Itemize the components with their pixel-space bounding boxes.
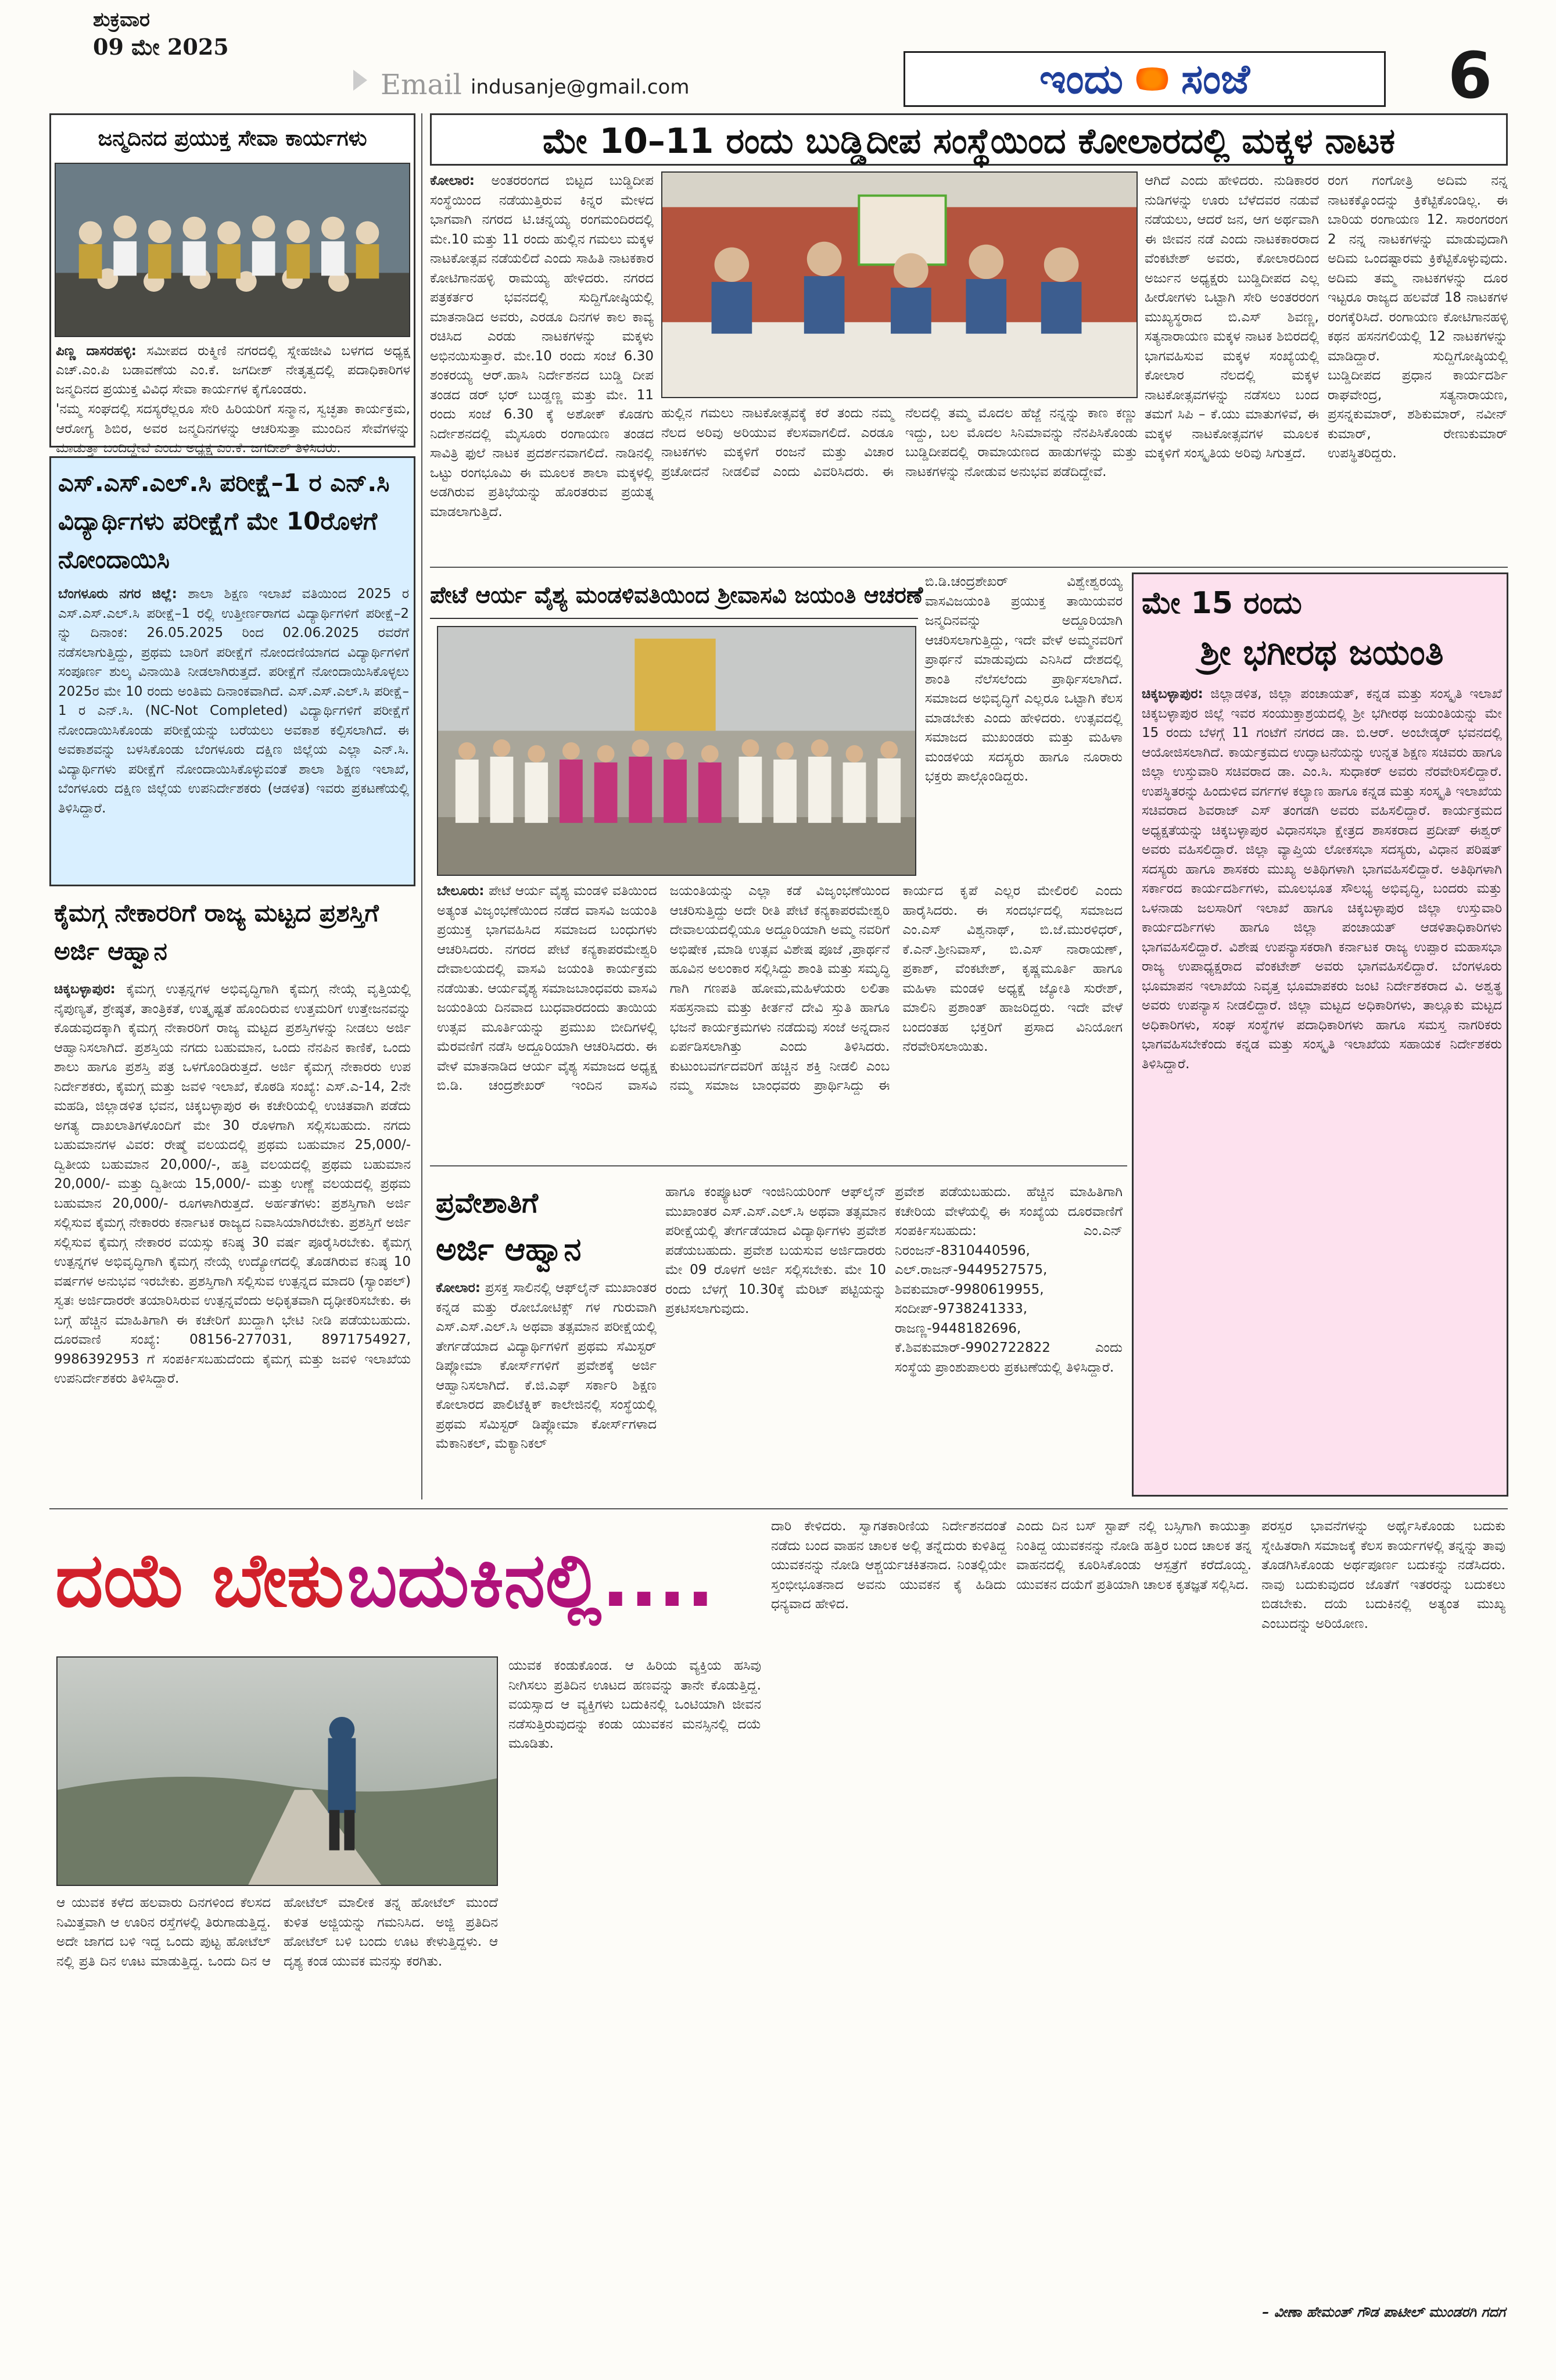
story4-col2: ಹುಲ್ಲಿನ ಗಮಲು ನಾಟಕೋತ್ಸವಕ್ಕೆ ಕರೆ ತಂದು ನಮ್ಮ ನೆಲದ ಅರಿವು ಅರಿಯುವ ಕೆಲಸವಾಗಲಿದೆ. ಎರಡೂ ನಾಟಕಗಳು ಮಕ್ಕಳಿಗೆ ರಂಜನೆ ಮತ್ತು ವಿಚಾರ ಪ್ರಚೋದನೆ ನೀಡಲಿವೆ ಎಂದು ವಿವರಿಸಿದರು. ಈ ನೆಲದಲ್ಲಿ ತಮ್ಮ ಮೊದಲ ಹೆಜ್ಜೆ ನನ್ನನ್ನು ಕಾಣ ಕಣ್ಣು ಇದ್ದು, ಬಲ ಮೊದಲ ಸಿನಿಮಾವನ್ನು ನೆನಪಿಸಿಕೊಂಡು ಬುಡ್ಡಿದೀಪದಲ್ಲಿ ರಾಮಾಯಣದ ಹಾಡುಗಳನ್ನು ಮತ್ತು ನಾಟಕಗಳನ್ನು ನೋಡುವ ಅನುಭವ ಪಡೆದಿದ್ದೇವೆ. <box>661 406 1138 479</box>
story8-col5: ಪರಸ್ಪರ ಭಾವನೆಗಳನ್ನು ಅರ್ಥೈಸಿಕೊಂಡು ಬದುಕು ಸ್ನೇಹಿತರಾಗಿ ಸಮಾಜಕ್ಕೆ ಕೆಲಸ ಕಾರ್ಯಗಳಲ್ಲಿ ತನ್ನನ್ನು ತಾವು ತೊಡಗಿಸಿಕೊಂಡು ಅರ್ಥಪೂರ್ಣ ಬದುಕನ್ನು ನಡೆಸಿದರು. ನಾವು ಬದುಕುವುದರ ಜೊತೆಗೆ ಇತರರನ್ನು ಬದುಕಲು ಬಿಡಬೇಕು. ದಯೆ ಬದುಕಿನಲ್ಲಿ ಅತ್ಯಂತ ಮುಖ್ಯ ಎಂಬುದನ್ನು ಅರಿಯೋಣ. <box>1261 1519 1505 1631</box>
story8-col3: ದಾರಿ ಕೇಳಿದರು. ಸ್ವಾಗತಕಾರಿಣಿಯ ನಿರ್ದೇಶನದಂತೆ ನಡೆದು ಬಂದ ವಾಹನ ಚಾಲಕ ಅಲ್ಲಿ ತನ್ನೆದುರು ಕುಳಿತಿದ್ದ ಯುವಕನನ್ನು ನೋಡಿ ಆಶ್ಚರ್ಯಚಕಿತನಾದ. ನಿಂತಲ್ಲಿಯೇ ಸ್ತಂಭೀಭೂತನಾದ ಅವನು ಯುವಕನ ಕೈ ಹಿಡಿದು ಧನ್ಯವಾದ ಹೇಳಿದ. <box>771 1519 1006 1612</box>
story-kindness-feature <box>49 1517 1508 2371</box>
story4-col1 <box>430 171 654 558</box>
column-divider <box>421 113 422 1499</box>
story7-col1 <box>436 1279 657 1494</box>
road-walker-photo <box>56 1656 498 1886</box>
story1-body: 'ನಮ್ಮ ಸಂಘದಲ್ಲಿ ಸದಸ್ಯರೆಲ್ಲರೂ ಸೇರಿ ಹಿರಿಯರಿಗೆ ಸನ್ಮಾನ, ಸ್ವಚ್ಛತಾ ಕಾರ್ಯಕ್ರಮ, ಆರೋಗ್ಯ ಶಿಬಿರ, ಅವರ ಜನ್ಮದಿನಗಳನ್ನು ಆಚರಿಸುತ್ತಾ ಮುಂದಿನ ಸೇವೆಗಳನ್ನು ಮಾಡುತ್ತಾ ಬಂದಿದ್ದೇವೆ ಎಂದು ಅಧ್ಯಕ್ಷ ಎಂ.ಕೆ. ಜಗದೀಶ್ ತಿಳಿಸಿದರು. <box>56 402 410 456</box>
story5-text2: ಕುಟುಂಬವರ್ಗದವರಿಗೆ ಹಚ್ಚಿನ ಶಕ್ತಿ ನೀಡಲಿ ಎಂಬ ನಮ್ಮ ಸಮಾಜ ಬಾಂಧವರು ಪ್ರಾರ್ಥಿಸಿದ್ದು ಈ ಕಾರ್ಯದ ಕೃಪೆ ಎಲ್ಲರ ಮೇಲಿರಲಿ ಎಂದು ಹಾರೈಸಿದರು. ಈ ಸಂದರ್ಭದಲ್ಲಿ ಸಮಾಜದ ಎಂ.ಎಸ್ ವಿಶ್ವನಾಥ್, ಬಿ.ಜೆ.ಮುರಳಿಧರ್, ಕೆ.ಎನ್.ಶ್ರೀನಿವಾಸ್, ಬಿ.ಎಸ್ ನಾರಾಯಣ್, ಪ್ರಕಾಶ್, ವೆಂಕಟೇಶ್, ಕೃಷ್ಣಮೂರ್ತಿ ಹಾಗೂ ಮಹಿಳಾ ಮಂಡಳಿ ಅಧ್ಯಕ್ಷೆ ಜ್ಯೋತಿ ಸುರೇಶ್, ಮಾಲಿನಿ ಪ್ರಶಾಂತ್ ಹಾಜರಿದ್ದರು. ಇದೇ ವೇಳೆ ಬಂದಂತಹ ಭಕ್ತರಿಗೆ ಪ್ರಸಾದ ವಿನಿಯೋಗ ನೆರವೇರಿಸಲಾಯಿತು. <box>669 883 1123 1093</box>
story5-right-col: ಬಿ.ಡಿ.ಚಂದ್ರಶೇಖರ್ ವಿಶ್ವೇಶ್ವರಯ್ಯ ವಾಸವಿಜಯಂತಿ ಪ್ರಯುಕ್ತ ತಾಯಿಯವರ ಜನ್ಮದಿನವನ್ನು ಅದ್ದೂರಿಯಾಗಿ ಆಚರಿಸಲಾಗುತ್ತಿದ್ದು, ಇದೇ ವೇಳೆ ಅಮ್ಮನವರಿಗೆ ಪ್ರಾರ್ಥನೆ ಮಾಡುವುದು ಎನಿಸಿದೆ ದೇಶದಲ್ಲಿ ಶಾಂತಿ ನೆಲೆಸಲೆಂದು ಪ್ರಾರ್ಥಿಸಲಾಗಿದೆ. ಸಮಾಜದ ಅಭಿವೃದ್ಧಿಗೆ ಎಲ್ಲರೂ ಒಟ್ಟಾಗಿ ಕೆಲಸ ಮಾಡಬೇಕು ಎಂದು ಹೇಳಿದರು. ಉತ್ಸವದಲ್ಲಿ ಸಮಾಜದ ಮುಖಂಡರು ಮತ್ತು ಮಹಿಳಾ ಮಂಡಳಿಯ ಸದಸ್ಯರು ಹಾಗೂ ನೂರಾರು ಭಕ್ತರು ಪಾಲ್ಗೊಂಡಿದ್ದರು. <box>925 574 1123 784</box>
story8-author: – ವೀಣಾ ಹೇಮಂತ್ ಗೌಡ ಪಾಟೀಲ್ ಮುಂಡರಗಿ ಗದಗ <box>1262 2304 1505 2320</box>
story4-lead: ಕೋಲಾರ: <box>430 173 475 188</box>
story2-body <box>58 585 409 881</box>
masthead-bar <box>0 0 1556 113</box>
story7-headline-line2: ಅರ್ಜಿ ಆಹ್ವಾನ <box>436 1231 582 1268</box>
story7-headline-line1: ಪ್ರವೇಶಾತಿಗೆ <box>436 1187 539 1219</box>
story8-headline-part2: ಬದುಕಿನಲ್ಲಿ.... <box>347 1537 715 1624</box>
press-meet-photo <box>661 171 1138 398</box>
story4-col3: ಆಗಿದೆ ಎಂದು ಹೇಳಿದರು. ನುಡಿಕಾರರ ನುಡಿಗಳನ್ನು ಊರು ಬೆಳೆದವರ ನಡುವೆ ನಡೆಯಲು, ಆದರೆ ಜನ, ಆಗ ಅರ್ಥವಾಗಿ ಈ ಜೀವನ ನಡೆ ಎಂದು ನಾಟಕಕಾರರಾದ ವೆಂಕಟೇಶ್ ಅವರು, ಕೋಲಾರದಿಂದ ಅರ್ಜುನ ಅಧ್ಯಕ್ಷರು ಬುಡ್ಡಿದೀಪದ ಎಲ್ಲ ಹೀರೋಗಳು ಒಟ್ಟಾಗಿ ಸೇರಿ ಅಂತರರಂಗ ಮುಖ್ಯಸ್ಥರಾದ ಬಿ.ಎಸ್ ಶಿವಣ್ಣ, ಸತ್ಯನಾರಾಯಣ ಮಕ್ಕಳ ನಾಟಕ ಶಿಬಿರದಲ್ಲಿ ಭಾಗವಹಿಸುವ ಮಕ್ಕಳ ಸಂಖ್ಯೆಯಲ್ಲಿ ಕೋಲಾರ ನೆಲದಲ್ಲಿ ಮಕ್ಕಳ ನಾಟಕೋತ್ಸವಗಳನ್ನು ನಡೆಸಲು ಬಂದ ತಮಗೆ ಸಿಪಿ – ಕೆ.ಯು ಮಾತುಗಳಿವೆ, ಈ ಮಕ್ಕಳ ನಾಟಕೋತ್ಸವಗಳ ಮೂಲಕ ಮಕ್ಕಳಿಗೆ ಸಂಸ್ಕೃತಿಯ ಅರಿವು ಸಿಗುತ್ತದೆ. <box>1145 173 1319 461</box>
email-address[interactable]: indusanje@gmail.com <box>471 76 690 99</box>
story4-headline: ಮೇ 10–11 ರಂದು ಬುಡ್ಡಿದೀಪ ಸಂಸ್ಥೆಯಿಂದ ಕೋಲಾರದಲ್ಲಿ ಮಕ್ಕಳ ನಾಟಕ <box>430 113 1508 166</box>
story8-col2: ಯುವಕ ಕಂಡುಕೊಂಡ. ಆ ಹಿರಿಯ ವ್ಯಕ್ತಿಯ ಹಸಿವು ನೀಗಿಸಲು ಪ್ರತಿದಿನ ಊಟದ ಹಣವನ್ನು ತಾನೇ ಕೊಡುತ್ತಿದ್ದ. ವಯಸ್ಸಾದ ಆ ವ್ಯಕ್ತಿಗಳು ಬದುಕಿನಲ್ಲಿ ಒಂಟಿಯಾಗಿ ಜೀವನ ನಡೆಸುತ್ತಿರುವುದನ್ನು ಕಂಡು ಯುವಕನ ಮನಸ್ಸಿನಲ್ಲಿ ದಯೆ ಮೂಡಿತು. <box>508 1658 761 1751</box>
story-bhageeratha-jayanti <box>1132 572 1508 1497</box>
issue-date: 09 ಮೇ 2025 <box>93 34 229 60</box>
story4-col1-text: ಅಂತರರಂಗದ ಬಿಟ್ಟದ ಬುಡ್ಡಿದೀಪ ಸಂಸ್ಥೆಯಿಂದ ನಡೆಯುತ್ತಿರುವ ಕಿನ್ನರ ಮೇಳದ ಭಾಗವಾಗಿ ನಗರದ ಟಿ.ಚನ್ನಯ್ಯ ರಂಗಮಂದಿರದಲ್ಲಿ ಮೇ.10 ಮತ್ತು 11 ರಂದು ಹುಲ್ಲಿನ ಗಮಲು ಮಕ್ಕಳ ನಾಟಕೋತ್ಸವ ನಡೆಯಲಿದೆ ಎಂದು ಸಾಹಿತಿ ನಾಟಕಕಾರ ಕೋಟಿಗಾನಹಳ್ಳಿ ರಾಮಯ್ಯ ಹೇಳಿದರು. ನಗರದ ಪತ್ರಕರ್ತರ ಭವನದಲ್ಲಿ ಸುದ್ದಿಗೋಷ್ಠಿಯಲ್ಲಿ ಮಾತನಾಡಿದ ಅವರು, ಎರಡೂ ದಿನಗಳ ಕಾಲ ಕಾವ್ಯ ರಚಿಸಿದ ಎರಡು ನಾಟಕಗಳನ್ನು ಮಕ್ಕಳು ಅಭಿನಯಿಸುತ್ತಾರೆ. ಮೇ.10 ರಂದು ಸಂಜೆ 6.30 ಶಂಕರಯ್ಯ ಆರ್.ಹಾಸಿ ನಿರ್ದೇಶನದ ಬುಡ್ಡಿ ದೀಪ ತಂಡದ ಡರ್ ಭರ್ ಬುಡ್ಡಣ್ಣ ಮತ್ತು ಮೇ. 11 ರಂದು ಸಂಜೆ 6.30 ಕ್ಕೆ ಅಶೋಕ್ ಕೊಡಗು ನಿರ್ದೇಶನದಲ್ಲಿ ಮೈಸೂರು ರಂಗಾಯಣ ತಂಡದ ಸಾವಿತ್ರಿ ಫುಲೆ ನಾಟಕ ಪ್ರದರ್ಶನವಾಗಲಿದೆ. ನಾಡಿನಲ್ಲಿ ಒಟ್ಟು ರಂಗಭೂಮಿ ಈ ಮೂಲಕ ಶಾಲಾ ಮಕ್ಕಳಲ್ಲಿ ಅಡಗಿರುವ ಪ್ರತಿಭೆಯನ್ನು ಹೊರತರುವ ಪ್ರಯತ್ನ ಮಾಡಲಾಗುತ್ತಿದೆ. <box>430 173 654 520</box>
issue-day: ಶುಕ್ರವಾರ <box>93 8 150 31</box>
story1-caption <box>56 342 410 400</box>
story6-body <box>1142 685 1502 1493</box>
story3-text: ಕೈಮಗ್ಗ ಉತ್ಪನ್ನಗಳ ಅಭಿವೃದ್ಧಿಗಾಗಿ ಕೈಮಗ್ಗ ನೇಯ್ಗೆ ವೃತ್ತಿಯಲ್ಲಿ ನೈಪುಣ್ಯತೆ, ಶ್ರೇಷ್ಠತೆ, ತಾಂತ್ರಿಕತೆ, ಉತ್ಕೃಷ್ಟತೆ ಹೊಂದಿರುವ ಉತ್ತಮರಿಗೆ ಉತ್ತೇಜನವನ್ನು ಕೊಡುವುದಕ್ಕಾಗಿ ಕೈಮಗ್ಗ ನೇಕಾರರಿಗೆ ರಾಜ್ಯ ಮಟ್ಟದ ಪ್ರಶಸ್ತಿಗಳನ್ನು ನೀಡಲು ಅರ್ಜಿ ಆಹ್ವಾನಿಸಲಾಗಿದೆ. ಪ್ರಶಸ್ತಿಯ ನಗದು ಬಹುಮಾನ, ಒಂದು ನೆನಪಿನ ಕಾಣಿಕೆ, ಒಂದು ಶಾಲು ಹಾಗೂ ಪ್ರಶಸ್ತಿ ಪತ್ರ ಒಳಗೊಂಡಿರುತ್ತದೆ. ಅರ್ಜಿ ಕೈಮಗ್ಗ ನೇಕಾರರು ಉಪ ನಿರ್ದೇಶಕರು, ಕೈಮಗ್ಗ ಮತ್ತು ಜವಳಿ ಇಲಾಖೆ, ಕೊಠಡಿ ಸಂಖ್ಯೆ: ಎಸ್.ಎ-14, 2ನೇ ಮಹಡಿ, ಜಿಲ್ಲಾಡಳಿತ ಭವನ, ಚಿಕ್ಕಬಳ್ಳಾಪುರ ಈ ಕಚೇರಿಯಲ್ಲಿ ಉಚಿತವಾಗಿ ಪಡೆದು ಅಗತ್ಯ ದಾಖಲಾತಿಗಳೊಂದಿಗೆ ಮೇ 30 ರೊಳಗಾಗಿ ಸಲ್ಲಿಸಬಹುದು. ನಗದು ಬಹುಮಾನಗಳ ವಿವರ: ರೇಷ್ಮೆ ವಲಯದಲ್ಲಿ ಪ್ರಥಮ ಬಹುಮಾನ 25,000/- ದ್ವಿತೀಯ ಬಹುಮಾನ 20,000/-, ಹತ್ತಿ ವಲಯದಲ್ಲಿ ಪ್ರಥಮ ಬಹುಮಾನ 20,000/- ಮತ್ತು ದ್ವಿತೀಯ 15,000/- ಮತ್ತು ಉಣ್ಣೆ ವಲಯದಲ್ಲಿ ಪ್ರಥಮ ಬಹುಮಾನ 20,000/- ರೂಗಳಾಗಿರುತ್ತದೆ. ಅರ್ಹತೆಗಳು: ಪ್ರಶಸ್ತಿಗಾಗಿ ಅರ್ಜಿ ಸಲ್ಲಿಸುವ ಕೈಮಗ್ಗ ನೇಕಾರರು ಕರ್ನಾಟಕ ರಾಜ್ಯದ ನಿವಾಸಿಯಾಗಿರಬೇಕು. ಪ್ರಶಸ್ತಿಗೆ ಅರ್ಜಿ ಸಲ್ಲಿಸುವ ಕೈಮಗ್ಗ ನೇಕಾರರ ವಯಸ್ಸು ಕನಿಷ್ಠ 30 ವರ್ಷ ಪೂರೈಸಿರಬೇಕು. ಕೈಮಗ್ಗ ಉತ್ಪನ್ನಗಳ ಅಭಿವೃದ್ಧಿಗಾಗಿ ಕೈಮಗ್ಗ ನೇಯ್ಗೆ ಉದ್ಯೋಗದಲ್ಲಿ ತೊಡಗಿರುವ ಕನಿಷ್ಠ 10 ವರ್ಷಗಳ ಅನುಭವ ಇರಬೇಕು. ಪ್ರಶಸ್ತಿಗಾಗಿ ಸಲ್ಲಿಸುವ ಉತ್ಪನ್ನದ ಮಾದರಿ (ಸ್ಯಾಂಪಲ್) ಸ್ವತಃ ಅರ್ಜಿದಾರರೇ ತಯಾರಿಸಿರುವ ಉತ್ಪನ್ನವೆಂದು ಅಧಿಕೃತವಾಗಿ ದೃಢೀಕರಿಸಬೇಕು. ಈ ಬಗ್ಗೆ ಹೆಚ್ಚಿನ ಮಾಹಿತಿಗಾಗಿ ಈ ಕಚೇರಿಗೆ ಖುದ್ದಾಗಿ ಭೇಟಿ ನೀಡಿ ಪಡೆಯಬಹುದು. ದೂರವಾಣಿ ಸಂಖ್ಯೆ: 08156-277031, 8971754927, 9986392953 ಗೆ ಸಂಪರ್ಕಿಸಬಹುದೆಂದು ಕೈಮಗ್ಗ ಮತ್ತು ಜವಳಿ ಇಲಾಖೆಯ ಉಪನಿರ್ದೇಶಕರು ತಿಳಿಸಿದ್ದಾರೆ. <box>54 982 411 1386</box>
story-handloom-award <box>49 894 415 1498</box>
masthead-logo <box>904 51 1386 107</box>
group-photo <box>55 163 410 337</box>
triangle-arrow-icon <box>353 70 367 91</box>
story5-headline: ಪೇಟೆ ಆರ್ಯ ವೈಶ್ಯ ಮಂಡಳಿವತಿಯಿಂದ ಶ್ರೀವಾಸವಿ ಜಯಂತಿ ಆಚರಣೆ <box>430 572 918 619</box>
story6-text: ಜಿಲ್ಲಾಡಳಿತ, ಜಿಲ್ಲಾ ಪಂಚಾಯತ್, ಕನ್ನಡ ಮತ್ತು ಸಂಸ್ಕೃತಿ ಇಲಾಖೆ ಚಿಕ್ಕಬಳ್ಳಾಪುರ ಜಿಲ್ಲೆ ಇವರ ಸಂಯುಕ್ತಾಶ್ರಯದಲ್ಲಿ ಶ್ರೀ ಭಗೀರಥ ಜಯಂತಿಯನ್ನು ಮೇ 15 ರಂದು ಬೆಳಗ್ಗೆ 11 ಗಂಟೆಗೆ ನಗರದ ಡಾ. ಬಿ.ಆರ್. ಅಂಬೇಡ್ಕರ್ ಭವನದಲ್ಲಿ ಆಯೋಜಿಸಲಾಗಿದೆ. ಕಾರ್ಯಕ್ರಮದ ಉದ್ಘಾಟನೆಯನ್ನು ಉನ್ನತ ಶಿಕ್ಷಣ ಸಚಿವರು ಹಾಗೂ ಜಿಲ್ಲಾ ಉಸ್ತುವಾರಿ ಸಚಿವರಾದ ಡಾ. ಎಂ.ಸಿ. ಸುಧಾಕರ್ ಅವರು ನೆರವೇರಿಸಲಿದ್ದಾರೆ. ಉಪಸ್ಥಿತರನ್ನು ಹಿಂದುಳಿದ ವರ್ಗಗಳ ಕಲ್ಯಾಣ ಹಾಗೂ ಕನ್ನಡ ಮತ್ತು ಸಂಸ್ಕೃತಿ ಇಲಾಖೆಯ ಸಚಿವರಾದ ಶಿವರಾಜ್ ಎಸ್ ತಂಗಡಗಿ ಅವರು ವಹಿಸಲಿದ್ದಾರೆ. ಕಾರ್ಯಕ್ರಮದ ಅಧ್ಯಕ್ಷತೆಯನ್ನು ಚಿಕ್ಕಬಳ್ಳಾಪುರ ವಿಧಾನಸಭಾ ಕ್ಷೇತ್ರದ ಶಾಸಕರಾದ ಪ್ರದೀಪ್ ಈಶ್ವರ್ ಅವರು ವಹಿಸಲಿದ್ದಾರೆ. ಜಿಲ್ಲಾ ವ್ಯಾಪ್ತಿಯ ಲೋಕಸಭಾ ಸದಸ್ಯರು, ವಿಧಾನ ಪರಿಷತ್ ಸದಸ್ಯರು ಹಾಗೂ ಶಾಸಕರು ಮುಖ್ಯ ಅತಿಥಿಗಳಾಗಿ ಭಾಗವಹಿಸಲಿದ್ದಾರೆ. ಅತಿಥಿಗಳಾಗಿ ಸರ್ಕಾರದ ಕಾರ್ಯದರ್ಶಿಗಳು, ಮೂಲಭೂತ ಸೌಲಭ್ಯ ಅಭಿವೃದ್ಧಿ, ಬಂದರು ಮತ್ತು ಒಳನಾಡು ಜಲಸಾರಿಗೆ ಇಲಾಖೆ ಹಾಗೂ ಚಿಕ್ಕಬಳ್ಳಾಪುರ ಜಿಲ್ಲಾ ಉಸ್ತುವಾರಿ ಕಾರ್ಯದರ್ಶಿಗಳು ಹಾಗೂ ಜಿಲ್ಲಾ ಪಂಚಾಯತ್ ಆಡಳಿತಾಧಿಕಾರಿಗಳು ಭಾಗವಹಿಸಲಿದ್ದಾರೆ. ವಿಶೇಷ ಉಪನ್ಯಾಸಕರಾಗಿ ಕರ್ನಾಟಕ ರಾಜ್ಯ ಉಪ್ಪಾರ ಮಹಾಸಭಾ ರಾಜ್ಯ ಉಪಾಧ್ಯಕ್ಷರಾದ ವೆಂಕಟೇಶ್ ಅವರು ಭಾಗವಹಿಸಲಿದ್ದಾರೆ. ಬೆಂಗಳೂರು ಭೂಮಾಪನ ಇಲಾಖೆಯ ನಿವೃತ್ತ ಭೂಮಾಪಕರು ಜಂಟಿ ನಿರ್ದೇಶಕರಾದ ವಿ. ಅಶ್ವತ್ಥ ಅವರು ಉಪನ್ಯಾಸ ನೀಡಲಿದ್ದಾರೆ. ಜಿಲ್ಲಾ ಮಟ್ಟದ ಅಧಿಕಾರಿಗಳು, ತಾಲ್ಲೂಕು ಮಟ್ಟದ ಅಧಿಕಾರಿಗಳು, ಸಂಘ ಸಂಸ್ಥೆಗಳ ಪದಾಧಿಕಾರಿಗಳು ಹಾಗೂ ಸಮಸ್ತ ನಾಗರಿಕರು ಭಾಗವಹಿಸಬೇಕೆಂದು ಕನ್ನಡ ಮತ್ತು ಸಂಸ್ಕೃತಿ ಇಲಾಖೆಯ ಸಹಾಯಕ ನಿರ್ದೇಶಕರು ತಿಳಿಸಿದ್ದಾರೆ. <box>1142 686 1502 1072</box>
story-children-drama <box>430 113 1508 561</box>
story7-col2: ಹಾಗೂ ಕಂಪ್ಯೂಟರ್ ಇಂಜಿನಿಯರಿಂಗ್ ಆಫ್‌ಲೈನ್ ಮುಖಾಂತರ ಎಸ್.ಎಸ್.ಎಲ್.ಸಿ ಅಥವಾ ತತ್ಸಮಾನ ಪರೀಕ್ಷೆಯಲ್ಲಿ ತೇರ್ಗಡೆಯಾದ ವಿದ್ಯಾರ್ಥಿಗಳು ಪ್ರವೇಶ ಪಡೆಯಬಹುದು. ಪ್ರವೇಶ ಬಯಸುವ ಅರ್ಜಿದಾರರು ಮೇ 09 ರೊಳಗೆ ಅರ್ಜಿ ಸಲ್ಲಿಸಬೇಕು. ಮೇ 10 ರಂದು ಬೆಳಗ್ಗೆ 10.30ಕ್ಕೆ ಮೆರಿಟ್ ಪಟ್ಟಿಯನ್ನು ಪ್ರಕಟಿಸಲಾಗುವುದು. <box>665 1184 886 1316</box>
story7-lead: ಕೋಲಾರ: <box>436 1280 481 1295</box>
story-birthday-services <box>49 113 415 456</box>
section-divider <box>430 567 1508 568</box>
story2-headline: ಎಸ್.ಎಸ್.ಎಲ್.ಸಿ ಪರೀಕ್ಷೆ–1 ರ ಎನ್.ಸಿ ವಿದ್ಯಾರ್ಥಿಗಳು ಪರೀಕ್ಷೆಗೆ ಮೇ 10ರೊಳಗೆ ನೋಂದಾಯಿಸಿ <box>58 468 390 574</box>
story1-caption-body: ಸಮೀಪದ ರುಕ್ಮಿಣಿ ನಗರದಲ್ಲಿ ಸ್ನೇಹಜೀವಿ ಬಳಗದ ಅಧ್ಯಕ್ಷ ಎಚ್.ಎಂ.ಪಿ ಬಡಾವಣೆಯ ಎಂ.ಕೆ. ಜಗದೀಶ್ ನೇತೃತ್ವದಲ್ಲಿ ಪದಾಧಿಕಾರಿಗಳ ಜನ್ಮದಿನದ ಪ್ರಯುಕ್ತ ವಿವಿಧ ಸೇವಾ ಕಾರ್ಯಗಳ ಕೈಗೊಂಡರು. <box>56 343 411 397</box>
story8-col4: ಎಂದು ದಿನ ಬಸ್ ಸ್ಟಾಪ್ ನಲ್ಲಿ ಬಸ್ಸಿಗಾಗಿ ಕಾಯುತ್ತಾ ನಿಂತಿದ್ದ ಯುವಕನನ್ನು ನೋಡಿ ಹತ್ತಿರ ಬಂದ ಚಾಲಕ ತನ್ನ ವಾಹನದಲ್ಲಿ ಕೂರಿಸಿಕೊಂಡು ಆಸ್ಪತ್ರೆಗೆ ಕರೆದೊಯ್ದ. ಯುವಕನ ದಯೆಗೆ ಪ್ರತಿಯಾಗಿ ಚಾಲಕ ಕೃತಜ್ಞತೆ ಸಲ್ಲಿಸಿದ. <box>1016 1519 1252 1592</box>
story2-text: ಶಾಲಾ ಶಿಕ್ಷಣ ಇಲಾಖೆ ವತಿಯಿಂದ 2025 ರ ಎಸ್.ಎಸ್.ಎಲ್.ಸಿ ಪರೀಕ್ಷೆ–1 ರಲ್ಲಿ ಉತ್ತೀರ್ಣರಾಗದ ವಿದ್ಯಾರ್ಥಿಗಳಿಗೆ ಪರೀಕ್ಷೆ–2 ನ್ನು ದಿನಾಂಕ: 26.05.2025 ರಿಂದ 02.06.2025 ರವರೆಗೆ ನಡೆಸಲಾಗುತ್ತಿದ್ದು, ಪ್ರಥಮ ಬಾರಿಗೆ ಪರೀಕ್ಷೆಗೆ ನೋಂದಣಿಯಾಗದ ವಿದ್ಯಾರ್ಥಿಗಳಿಗೆ ಸಂಪೂರ್ಣ ಶುಲ್ಕ ವಿನಾಯಿತಿ ನೀಡಲಾಗಿರುತ್ತದೆ. ಪರೀಕ್ಷೆಗೆ ನೋಂದಾಯಿಸಿಕೊಳ್ಳಲು 2025ರ ಮೇ 10 ರಂದು ಅಂತಿಮ ದಿನಾಂಕವಾಗಿದೆ. ಎಸ್.ಎಸ್.ಎಲ್.ಸಿ ಪರೀಕ್ಷೆ–1 ರ ಎನ್.ಸಿ. (NC-Not Completed) ವಿದ್ಯಾರ್ಥಿಗಳಿಗೆ ಪರೀಕ್ಷೆಗೆ ನೋಂದಾಯಿಸಿಕೊಂಡು ಪರೀಕ್ಷೆಯನ್ನು ಬರೆಯಲು ಅವಕಾಶ ಕಲ್ಪಿಸಲಾಗಿದೆ. ಈ ಅವಕಾಶವನ್ನು ಬಳಸಿಕೊಂಡು ಬೆಂಗಳೂರು ದಕ್ಷಿಣ ಜಿಲ್ಲೆಯ ಎಲ್ಲಾ ಎನ್.ಸಿ. ವಿದ್ಯಾರ್ಥಿಗಳು ಪರೀಕ್ಷೆಗೆ ನೋಂದಾಯಿಸಿಕೊಳ್ಳುವಂತೆ ಶಾಲಾ ಶಿಕ್ಷಣ ಇಲಾಖೆ, ಬೆಂಗಳೂರು ದಕ್ಷಿಣ ಜಿಲ್ಲೆಯ ಉಪನಿರ್ದೇಶಕರು (ಆಡಳಿತ) ಇವರು ಪ್ರಕಟಣೆಯಲ್ಲಿ ತಿಳಿಸಿದ್ದಾರೆ. <box>58 586 409 816</box>
story5-body <box>437 882 1123 1155</box>
story6-headline-line2: ಶ್ರೀ ಭಗೀರಥ ಜಯಂತಿ <box>1200 632 1444 673</box>
story7-col3: ಪ್ರವೇಶ ಪಡೆಯಬಹುದು. ಹೆಚ್ಚಿನ ಮಾಹಿತಿಗಾಗಿ ಕಚೇರಿಯ ವೇಳೆಯಲ್ಲಿ ಈ ಸಂಖ್ಯೆಯ ದೂರವಾಣಿಗೆ ಸಂಪರ್ಕಿಸಬಹುದು: ಎಂ.ಎನ್ ನಿರಂಜನ್-8310440596, ಎಲ್.ರಾಜನ್-9449527575, ಶಿವಕುಮಾರ್-9980619955, ಸಂದೀಪ್-9738241333, ರಾಜಣ್ಣ-9448182696, ಕೆ.ಶಿವಕುಮಾರ್-9902722822 ಎಂದು ಸಂಸ್ಥೆಯ ಪ್ರಾಂಶುಪಾಲರು ಪ್ರಕಟಣೆಯಲ್ಲಿ ತಿಳಿಸಿದ್ದಾರೆ. <box>895 1184 1123 1375</box>
story8-headline <box>55 1517 761 1651</box>
story8-headline-part1: ದಯೆ ಬೇಕು <box>55 1537 345 1624</box>
masthead-left: ಇಂದು <box>1039 55 1123 103</box>
story-admission-notice <box>430 1171 1127 1497</box>
story5-text: ಪೇಟೆ ಆರ್ಯ ವೈಶ್ಯ ಮಂಡಳಿ ವತಿಯಿಂದ ಅತ್ಯಂತ ವಿಜೃಂಭಣೆಯಿಂದ ನಡೆದ ವಾಸವಿ ಜಯಂತಿ ಪ್ರಯುಕ್ತ ಭಾಗವಹಿಸಿದ ಸಮಾಜದ ಬಂಧುಗಳು ಆಚರಿಸಿದರು. ನಗರದ ಪೇಟೆ ಕನ್ಯಕಾಪರಮೇಶ್ವರಿ ದೇವಾಲಯದಲ್ಲಿ ವಾಸವಿ ಜಯಂತಿ ಕಾರ್ಯಕ್ರಮ ನಡೆಯಿತು. ಆರ್ಯವೈಶ್ಯ ಸಮಾಜಬಾಂಧವರು ವಾಸವಿ ಜಯಂತಿಯ ದಿನವಾದ ಬುಧವಾರದಂದು ತಾಯಿಯ ಉತ್ಸವ ಮೂರ್ತಿಯನ್ನು ಪ್ರಮುಖ ಬೀದಿಗಳಲ್ಲಿ ಮೆರವಣಿಗೆ ನಡೆಸಿ ಅದ್ದೂರಿಯಾಗಿ ಆಚರಿಸಿದರು. ಈ ವೇಳೆ ಮಾತನಾಡಿದ ಆರ್ಯ ವೈಶ್ಯ ಸಮಾಜದ ಅಧ್ಯಕ್ಷ ಬಿ.ಡಿ. ಚಂದ್ರಶೇಖರ್ ಇಂದಿನ ವಾಸವಿ ಜಯಂತಿಯನ್ನು ಎಲ್ಲಾ ಕಡೆ ವಿಜೃಂಭಣೆಯಿಂದ ಆಚರಿಸುತ್ತಿದ್ದು ಅದೇ ರೀತಿ ಪೇಟೆ ಕನ್ಯಕಾಪರಮೇಶ್ವರಿ ದೇವಾಲಯದಲ್ಲಿಯೂ ಅದ್ದೂರಿಯಾಗಿ ಅಮ್ಮ ನವರಿಗೆ ಅಭಿಷೇಕ ,ಮಾಡಿ ಉತ್ಸವ ವಿಶೇಷ ಪೂಜೆ ,ಪ್ರಾರ್ಥನೆ ಹೂವಿನ ಅಲಂಕಾರ ಸಲ್ಲಿಸಿದ್ದು ಶಾಂತಿ ಮತ್ತು ಸಮೃದ್ಧಿ ಗಾಗಿ ಗಣಪತಿ ಹೋಮ,ಮಹಿಳೆಯರು ಲಲಿತಾ ಸಹಸ್ರನಾಮ ಮತ್ತು ಕೀರ್ತನೆ ದೇವಿ ಸ್ತುತಿ ಹಾಗೂ ಭಜನೆ ಕಾರ್ಯಕ್ರಮಗಳು ನಡೆದುವು ಸಂಜೆ ಅನ್ನದಾನ ಏರ್ಪಡಿಸಲಾಗಿತ್ತು ಎಂದು ತಿಳಿಸಿದರು. <box>437 883 890 1093</box>
story4-col4: ರಂಗ ಗಂಗೋತ್ರಿ ಅದಿಮ ನನ್ನ ನಾಟಕಕ್ಕೊಂದನ್ನು ಕ್ರಿಕೆಟ್ಟಿಕೊಂಡಿಲ್ಲ. ಈ ಬಾರಿಯ ರಂಗಾಯಣ 12. ಸಾರಂಗರಂಗ 2 ನನ್ನ ನಾಟಕಗಳನ್ನು ಮಾಡುವುದಾಗಿ ಅದಿಮ ಒಂದಷ್ಟಾರಮ ಕ್ರಿಕೆಟ್ಟಿಕೊಳ್ಳುವುದು. ಅದಿಮ ತಮ್ಮ ನಾಟಕಗಳನ್ನು ದೂರ ಇಟ್ಟರೂ ರಾಜ್ಯದ ಹಲವೆಡೆ 18 ನಾಟಕಗಳ ರಂಗಕ್ಕೆರಿಸಿದೆ. ರಂಗಾಯಣ ಕೋಟಿಗಾನಹಳ್ಳಿ ಕಥನ ಹಸನಗಲಿಯಲ್ಲಿ 12 ನಾಟಕಗಳನ್ನು ಮಾಡಿದ್ದಾರೆ. ಸುದ್ದಿಗೋಷ್ಠಿಯಲ್ಲಿ ಬುಡ್ಡಿದೀಪದ ಪ್ರಧಾನ ಕಾರ್ಯದರ್ಶಿ ರಾಘವೇಂದ್ರ, ಸತ್ಯನಾರಾಯಣ, ಪ್ರಸನ್ನಕುಮಾರ್, ಶಶಿಕುಮಾರ್, ನವೀನ್ ಕುಮಾರ್, ರೇಣುಕುಮಾರ್ ಉಪಸ್ಥಿತರಿದ್ದರು. <box>1328 173 1508 461</box>
story3-headline: ಕೈಮಗ್ಗ ನೇಕಾರರಿಗೆ ರಾಜ್ಯ ಮಟ್ಟದ ಪ್ರಶಸ್ತಿಗೆ ಅರ್ಜಿ ಆಹ್ವಾನ <box>54 899 379 965</box>
story3-lead: ಚಿಕ್ಕಬಳ್ಳಾಪುರ: <box>54 982 116 997</box>
story5-lead: ಬೇಲೂರು: <box>437 883 485 899</box>
story1-caption-lead: ಪಿಣ್ಣ ದಾಸರಹಳ್ಳಿ: <box>56 343 137 359</box>
story6-headline-line1: ಮೇ 15 ರಂದು <box>1142 586 1302 621</box>
section-divider <box>49 1508 1508 1509</box>
masthead-right: ಸಂಜೆ <box>1181 55 1250 103</box>
section-divider <box>430 1165 1127 1166</box>
story-sslc-registration <box>49 456 415 886</box>
story8-col1: ಆ ಯುವಕ ಕಳೆದ ಹಲವಾರು ದಿನಗಳಿಂದ ಕೆಲಸದ ನಿಮಿತ್ತವಾಗಿ ಆ ಊರಿನ ರಸ್ತೆಗಳಲ್ಲಿ ತಿರುಗಾಡುತ್ತಿದ್ದ. ಅದೇ ಜಾಗದ ಬಳಿ ಇದ್ದ ಒಂದು ಪುಟ್ಟ ಹೋಟೆಲ್ ನಲ್ಲಿ ಪ್ರತಿ ದಿನ ಊಟ ಮಾಡುತ್ತಿದ್ದ. ಒಂದು ದಿನ ಆ ಹೋಟೆಲ್ ಮಾಲೀಕ ತನ್ನ ಹೋಟೆಲ್ ಮುಂದೆ ಕುಳಿತ ಅಜ್ಜಿಯನ್ನು ಗಮನಿಸಿದ. ಅಜ್ಜಿ ಪ್ರತಿದಿನ ಹೋಟೆಲ್ ಬಳಿ ಬಂದು ಊಟ ಕೇಳುತ್ತಿದ್ದಳು. ಆ ದೃಶ್ಯ ಕಂಡ ಯುವಕ ಮನಸ್ಸು ಕರಗಿತು. <box>56 1895 498 1969</box>
sun-bird-icon <box>1129 67 1175 91</box>
story3-body <box>54 980 411 1494</box>
story6-lead: ಚಿಕ್ಕಬಳ್ಳಾಪುರ: <box>1142 686 1203 702</box>
email-label: Email <box>381 69 462 101</box>
story1-headline: ಜನ್ಮದಿನದ ಪ್ರಯುಕ್ತ ಸೇವಾ ಕಾರ್ಯಗಳು <box>51 115 414 162</box>
story7-col1-text: ಪ್ರಸಕ್ತ ಸಾಲಿನಲ್ಲಿ ಆಫ್‌ಲೈನ್ ಮುಖಾಂತರ ಕನ್ನಡ ಮತ್ತು ರೋಬೋಟಿಕ್ಸ್ ಗಳ ಗುರುವಾಗಿ ಎಸ್.ಎಸ್.ಎಲ್.ಸಿ ಅಥವಾ ತತ್ಸಮಾನ ಪರೀಕ್ಷೆಯಲ್ಲಿ ತೇರ್ಗಡೆಯಾದ ವಿದ್ಯಾರ್ಥಿಗಳಿಗೆ ಪ್ರಥಮ ಸೆಮಿಸ್ಟರ್ ಡಿಪ್ಲೋಮಾ ಕೋರ್ಸ್‌ಗಳಿಗೆ ಪ್ರವೇಶಕ್ಕೆ ಅರ್ಜಿ ಆಹ್ವಾನಿಸಲಾಗಿದೆ. ಕೆ.ಜಿ.ಎಫ್ ಸರ್ಕಾರಿ ಶಿಕ್ಷಣ ಕೋಲಾರದ ಪಾಲಿಟೆಕ್ನಿಕ್ ಕಾಲೇಜಿನಲ್ಲಿ ಸಂಸ್ಥೆಯಲ್ಲಿ ಪ್ರಥಮ ಸೆಮಿಸ್ಟರ್ ಡಿಪ್ಲೋಮಾ ಕೋರ್ಸ್‌ಗಳಾದ ಮೆಕಾನಿಕಲ್, ಮೆಕ್ಯಾನಿಕಲ್ <box>436 1280 657 1451</box>
story2-lead: ಬೆಂಗಳೂರು ನಗರ ಜಿಲ್ಲೆ: <box>58 586 177 602</box>
page-number: 6 <box>1447 38 1493 113</box>
story-vasavi-jayanti <box>430 572 1127 1159</box>
procession-photo <box>437 626 916 876</box>
